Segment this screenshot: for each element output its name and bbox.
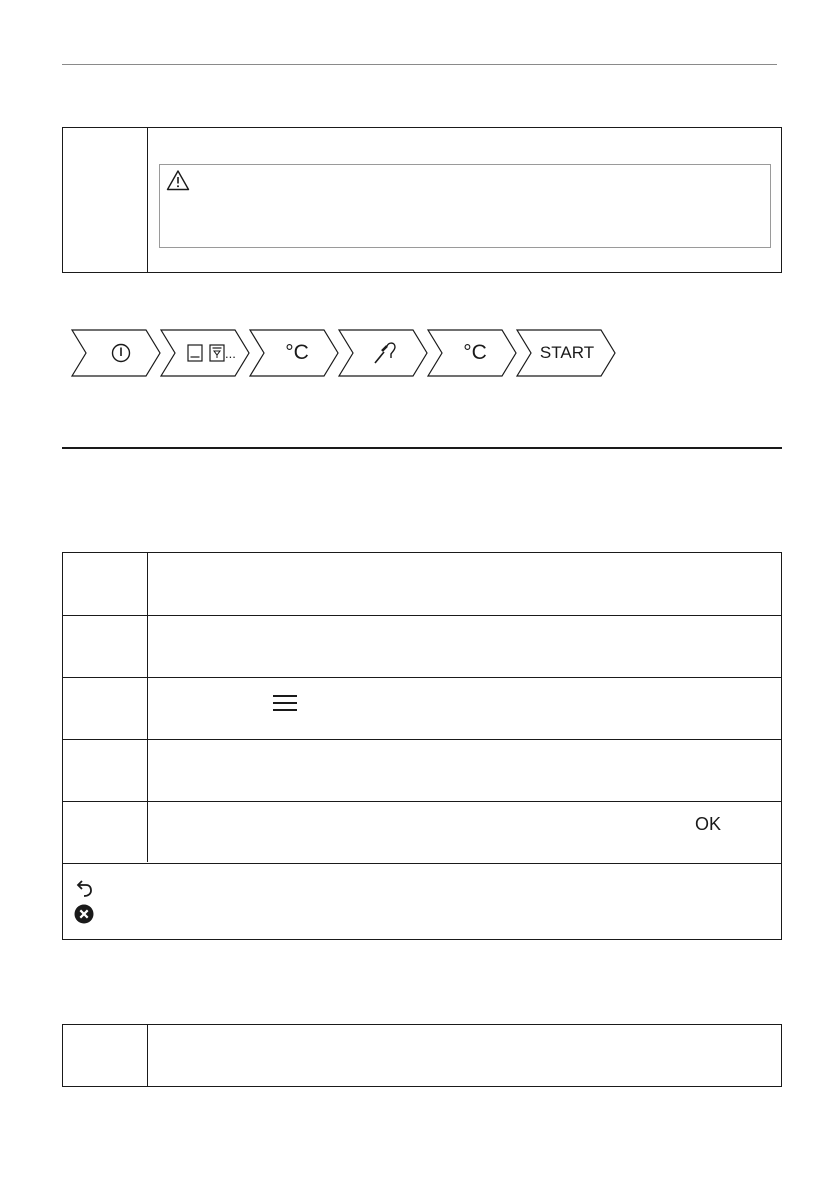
table-row	[63, 615, 781, 678]
temperature-icon: °C	[463, 341, 487, 364]
warning-triangle-icon	[166, 169, 190, 191]
header-divider	[62, 64, 777, 65]
table-warning	[62, 127, 782, 273]
step-start	[515, 328, 617, 378]
step-temperature	[248, 328, 340, 378]
procedure-steps	[70, 328, 620, 378]
warning-box	[159, 164, 771, 248]
table-row	[63, 801, 781, 864]
table-row	[63, 553, 781, 615]
start-label: START	[539, 343, 595, 362]
oven-icon	[187, 344, 203, 362]
table-row	[63, 677, 781, 740]
fan-oven-icon	[209, 344, 225, 362]
ok-label: OK	[695, 814, 722, 834]
probe-icon	[373, 341, 399, 365]
step-core-temperature	[426, 328, 518, 378]
table-steps	[62, 552, 782, 940]
table-column-divider	[147, 1025, 148, 1086]
step-power	[70, 328, 162, 378]
section-divider	[62, 447, 782, 449]
more-modes-ellipsis: ...	[225, 346, 236, 361]
step-food-probe	[337, 328, 429, 378]
back-arrow-icon	[75, 878, 93, 898]
table-note-row	[63, 863, 781, 941]
table-bottom	[62, 1024, 782, 1087]
table-row	[63, 739, 781, 802]
menu-icon	[273, 694, 297, 712]
table-column-divider	[147, 128, 148, 272]
step-oven-mode	[159, 328, 251, 378]
temperature-icon: °C	[285, 341, 309, 364]
power-icon	[110, 342, 132, 364]
close-circle-icon	[74, 904, 94, 924]
